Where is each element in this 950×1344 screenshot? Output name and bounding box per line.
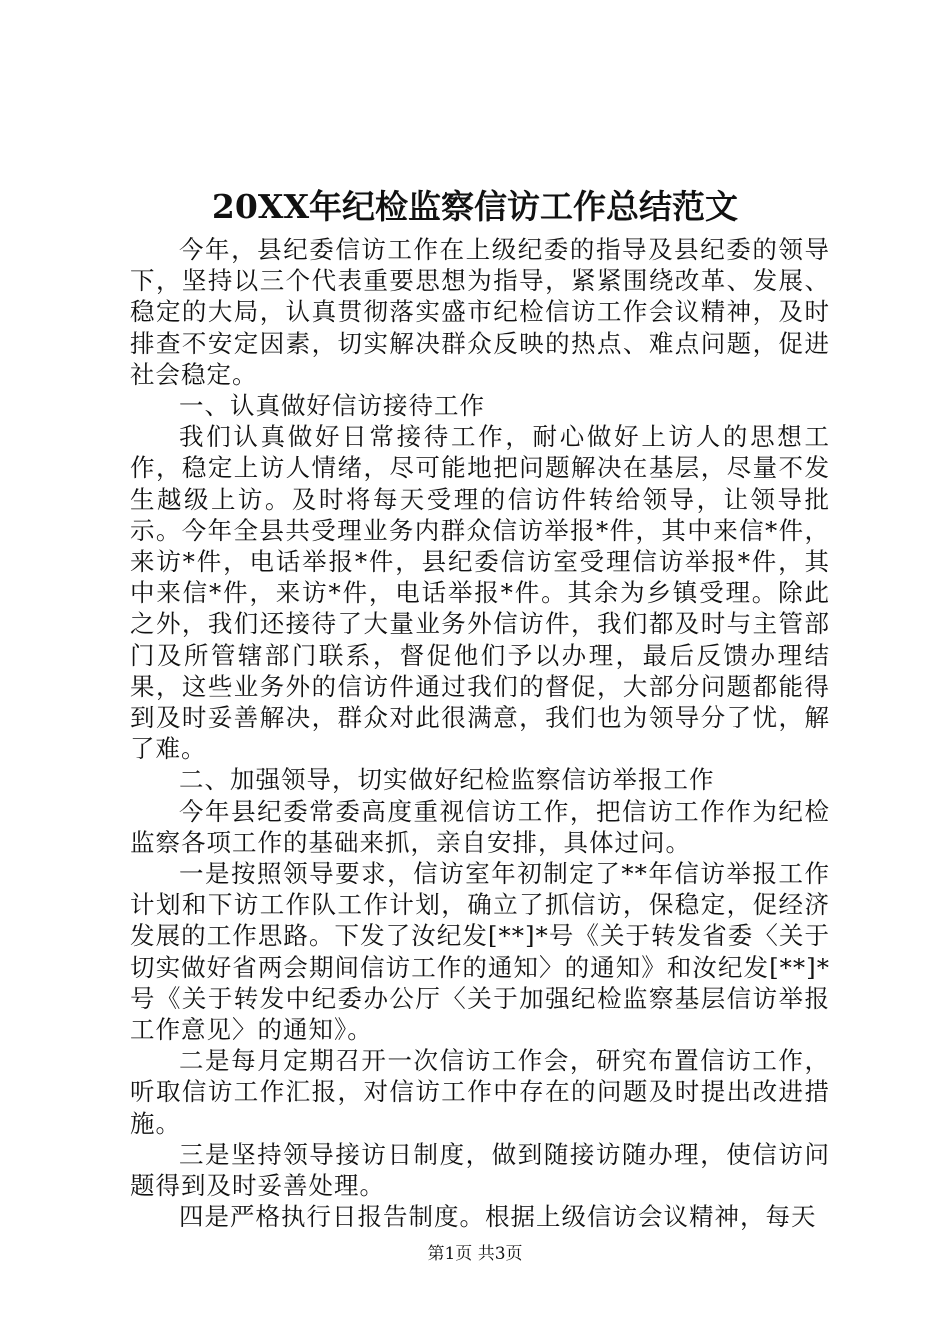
section-heading-1: 一、认真做好信访接待工作 xyxy=(179,391,485,421)
paragraph: 二是每月定期召开一次信访工作会，研究布置信访工作，听取信访工作汇报，对信访工作中存在的问题及时提出改进措施。 xyxy=(130,1046,830,1138)
paragraph-intro: 今年，县纪委信访工作在上级纪委的指导及县纪委的领导下，坚持以三个代表重要思想为指导，紧紧围绕改革、发展、稳定的大局，认真贯彻落实盛市纪检信访工作会议精神，及时排查不安定因素，切实解决群众反映的热点、难点问题，促进社会稳定。 xyxy=(130,235,830,389)
page-number-footer: 第1页 共3页 xyxy=(427,1244,523,1264)
section-heading-2: 二、加强领导，切实做好纪检监察信访举报工作 xyxy=(179,765,715,795)
paragraph: 今年县纪委常委高度重视信访工作，把信访工作作为纪检监察各项工作的基础来抓，亲自安排，具体过问。 xyxy=(130,796,830,857)
paragraph: 四是严格执行日报告制度。根据上级信访会议精神，每天 xyxy=(179,1202,817,1232)
document-body xyxy=(130,234,830,1233)
paragraph: 我们认真做好日常接待工作，耐心做好上访人的思想工作，稳定上访人情绪，尽可能地把问题解决在基层，尽量不发生越级上访。及时将每天受理的信访件转给领导，让领导批示。今年全县共受理业务内群众信访举报*件，其中来信*件，来访*件，电话举报*件，县纪委信访室受理信访举报*件，其中来信*件，来访*件，电话举报*件。其余为乡镇受理。除此之外，我们还接待了大量业务外信访件，我们都及时与主管部门及所管辖部门联系，督促他们予以办理，最后反馈办理结果，这些业务外的信访件通过我们的督促，大部分问题都能得到及时妥善解决，群众对此很满意，我们也为领导分了忧，解了难。 xyxy=(130,422,830,764)
paragraph: 三是坚持领导接访日制度，做到随接访随办理，使信访问题得到及时妥善处理。 xyxy=(130,1139,830,1201)
paragraph: 一是按照领导要求，信访室年初制定了**年信访举报工作计划和下访工作队工作计划，确立了抓信访，保稳定，促经济发展的工作思路。下发了汝纪发[**]*号《关于转发省委〈关于切实做好省两会期间信访工作的通知〉的通知》和汝纪发[**]*号《关于转发中纪委办公厅〈关于加强纪检监察基层信访举报工作意见〉的通知》。 xyxy=(130,859,830,1045)
document-title: 20XX年纪检监察信访工作总结范文 xyxy=(211,187,739,226)
